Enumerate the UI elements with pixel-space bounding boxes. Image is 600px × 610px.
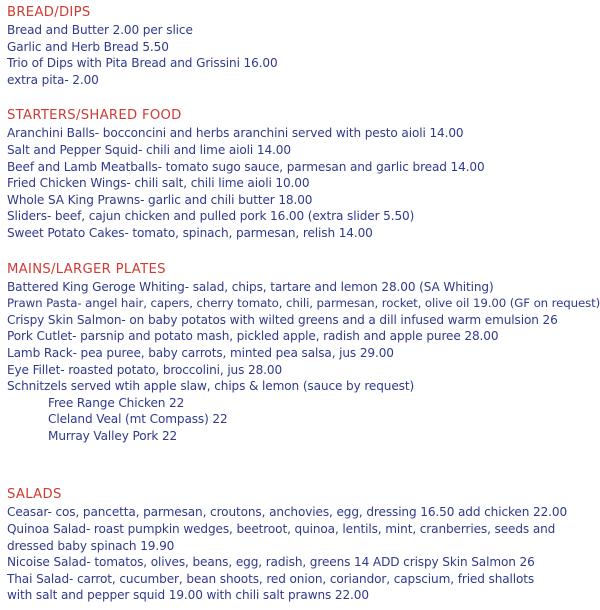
menu-item: Lamb Rack- pea puree, baby carrots, minted pea salsa, jus 29.00 <box>7 345 394 360</box>
menu-item: Prawn Pasta- angel hair, capers, cherry tomato, chili, parmesan, rocket, olive oil 19.00 (GF on request) <box>7 296 600 311</box>
menu-item: Sweet Potato Cakes- tomato, spinach, parmesan, relish 14.00 <box>7 225 373 240</box>
section-heading-salads: SALADS <box>7 487 62 503</box>
section-heading-bread-dips: BREAD/DIPS <box>7 5 91 20</box>
menu-item: Quinoa Salad- roast pumpkin wedges, beetroot, quinoa, lentils, mint, cranberries, seeds and dressed baby spinach 19.90 <box>7 522 556 553</box>
menu-section-starters-shared-food <box>0 107 600 241</box>
section-heading-mains: MAINS/LARGER PLATES <box>7 261 166 277</box>
menu-section-mains-larger-plates <box>0 261 600 445</box>
menu-item: Eye Fillet- roasted potato, broccolini, jus 28.00 <box>7 362 283 377</box>
menu-item: Trio of Dips with Pita Bread and Grissini 16.00 <box>7 56 278 71</box>
menu-item: Battered King Geroge Whiting- salad, chips, tartare and lemon 28.00 (SA Whiting) <box>7 279 494 294</box>
menu-sub-item: Free Range Chicken 22 <box>48 395 185 410</box>
menu-item: Fried Chicken Wings- chili salt, chili lime aioli 10.00 <box>7 176 310 191</box>
menu-item: Aranchini Balls- bocconcini and herbs aranchini served with pesto aioli 14.00 <box>7 126 464 141</box>
menu-item: Whole SA King Prawns- garlic and chili butter 18.00 <box>7 192 313 207</box>
bottom-spacer <box>0 604 600 610</box>
menu-item: extra pita- 2.00 <box>7 72 99 87</box>
menu-item: Ceasar- cos, pancetta, parmesan, croutons, anchovies, egg, dressing 16.50 add chicken 22.00 <box>7 505 568 520</box>
section-spacer-large <box>0 444 600 486</box>
menu-item: Sliders- beef, cajun chicken and pulled pork 16.00 (extra slider 5.50) <box>7 209 415 224</box>
section-heading-starters: STARTERS/SHARED FOOD <box>7 108 182 124</box>
menu-item: Pork Cutlet- parsnip and potato mash, pickled apple, radish and apple puree 28.00 <box>7 329 499 344</box>
menu-item: Schnitzels served wtih apple slaw, chips & lemon (sauce by request) <box>7 379 415 394</box>
menu-section-salads <box>0 486 600 604</box>
menu-sub-item: Cleland Veal (mt Compass) 22 <box>48 412 228 427</box>
menu-item: Beef and Lamb Meatballs- tomato sugo sauce, parmesan and garlic bread 14.00 <box>7 159 485 174</box>
menu-item: Garlic and Herb Bread 5.50 <box>7 39 169 54</box>
menu-item: Thai Salad- carrot, cucumber, bean shoots, red onion, coriandor, capscium, fried shallots <box>7 571 535 586</box>
menu-item: Nicoise Salad- tomatos, olives, beans, egg, radish, greens 14 ADD crispy Skin Salmon 26 <box>7 555 535 570</box>
menu-section-bread-dips <box>0 4 600 88</box>
menu-item: Bread and Butter 2.00 per slice <box>7 23 193 37</box>
menu-item: Crispy Skin Salmon- on baby potatos with wilted greens and a dill infused warm emulsion 26 <box>7 312 558 327</box>
menu-sub-item: Murray Valley Pork 22 <box>48 428 178 443</box>
section-spacer <box>0 242 600 261</box>
menu-item: Salt and Pepper Squid- chili and lime aioli 14.00 <box>7 142 291 157</box>
section-spacer <box>0 88 600 107</box>
menu-item: with salt and pepper squid 19.00 with chili salt prawns 22.00 <box>7 588 369 603</box>
